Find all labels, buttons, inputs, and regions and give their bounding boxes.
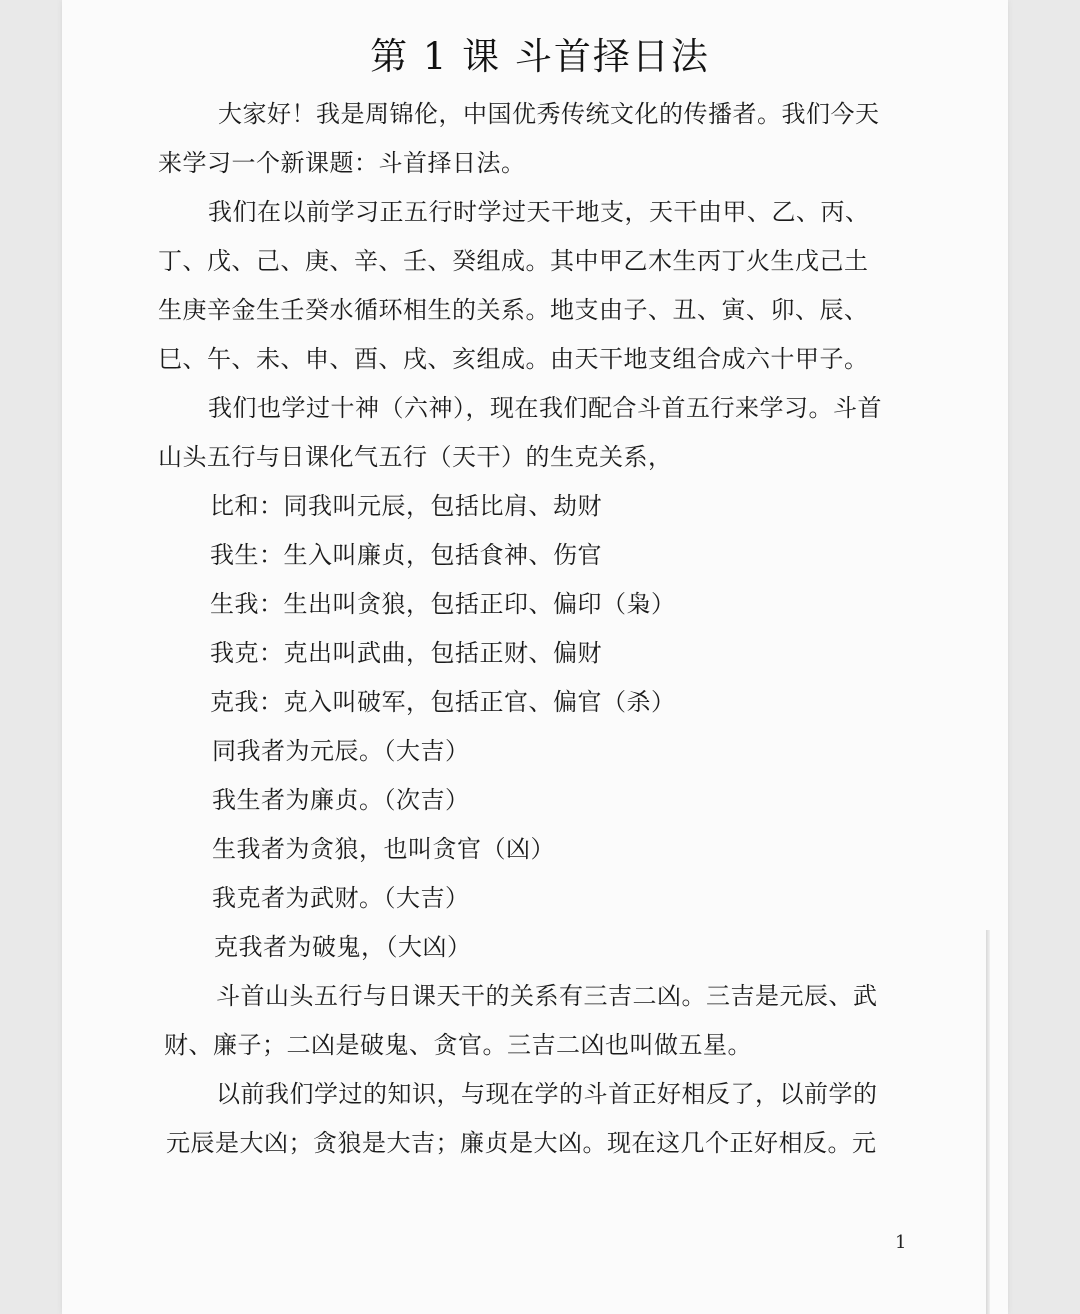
paragraph-line: 我们也学过十神（六神），现在我们配合斗首五行来学习。斗首 (208, 394, 882, 422)
paragraph-line: 我克：克出叫武曲，包括正财、偏财 (210, 639, 602, 667)
paragraph-line: 克我者为破鬼，（大凶） (214, 933, 472, 961)
paragraph-line: 山头五行与日课化气五行（天干）的生克关系， (158, 443, 673, 471)
paragraph-line: 克我：克入叫破军，包括正官、偏官（杀） (210, 688, 676, 716)
paragraph-line: 我生：生入叫廉贞，包括食神、伤官 (210, 541, 602, 569)
paragraph-line: 比和：同我叫元辰，包括比肩、劫财 (210, 492, 602, 520)
paragraph-line: 生庚辛金生壬癸水循环相生的关系。地支由子、丑、寅、卯、辰、 (158, 296, 869, 324)
paragraph-line: 我们在以前学习正五行时学过天干地支，天干由甲、乙、丙、 (208, 198, 870, 226)
paragraph-line: 同我者为元辰。（大吉） (212, 737, 470, 765)
lesson-title: 第 1 课 斗首择日法 (370, 35, 710, 78)
paragraph-line: 元辰是大凶；贪狼是大吉；廉贞是大凶。现在这几个正好相反。元 (166, 1129, 877, 1157)
paragraph-line: 以前我们学过的知识，与现在学的斗首正好相反了，以前学的 (216, 1080, 878, 1108)
paragraph-line: 我生者为廉贞。（次吉） (212, 786, 470, 814)
page-number: 1 (895, 1232, 907, 1253)
paragraph-line: 生我者为贪狼，也叫贪官（凶） (212, 835, 555, 863)
page-edge-shadow (986, 930, 990, 1314)
paragraph-line: 大家好！我是周锦伦，中国优秀传统文化的传播者。我们今天 (218, 100, 880, 128)
paragraph-line: 丁、戊、己、庚、辛、壬、癸组成。其中甲乙木生丙丁火生戊己土 (158, 247, 869, 275)
paragraph-line: 来学习一个新课题：斗首择日法。 (158, 149, 526, 177)
paragraph-line: 我克者为武财。（大吉） (212, 884, 470, 912)
paragraph-line: 财、廉子；二凶是破鬼、贪官。三吉二凶也叫做五星。 (164, 1031, 752, 1059)
paragraph-line: 生我：生出叫贪狼，包括正印、偏印（枭） (210, 590, 676, 618)
paragraph-line: 巳、午、未、申、酉、戌、亥组成。由天干地支组合成六十甲子。 (158, 345, 869, 373)
paragraph-line: 斗首山头五行与日课天干的关系有三吉二凶。三吉是元辰、武 (216, 982, 878, 1010)
